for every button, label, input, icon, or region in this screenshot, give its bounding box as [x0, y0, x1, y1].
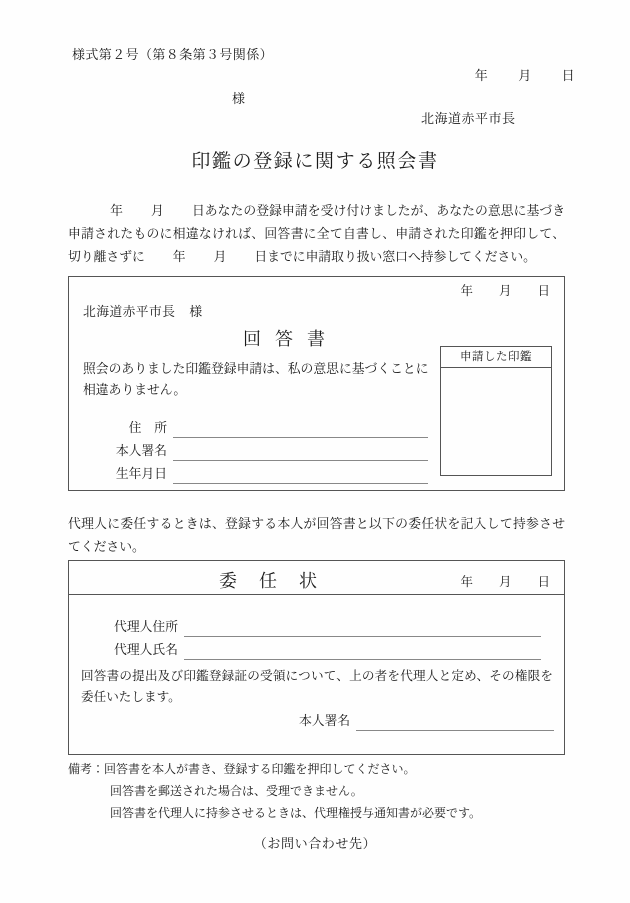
notes-section	[68, 758, 568, 824]
reply-date-month: 月	[498, 284, 512, 298]
header-date-year: 年	[474, 68, 489, 83]
intro-body-text: 日あなたの登録申請を受け付けましたが、あなたの意思に基づき申請されたものに相違なければ、回答書に全て自書し、申請された印鑑を押印して、切り離さずに	[68, 204, 566, 264]
field-input-agent-name[interactable]	[184, 640, 541, 660]
reply-date-year: 年	[460, 284, 473, 298]
proxy-form-box	[68, 560, 565, 755]
form-number: 様式第２号（第８条第３号関係）	[72, 47, 274, 62]
header-date-day: 日	[561, 68, 575, 83]
field-label-principal-signature: 本人署名	[299, 714, 351, 728]
proxy-date-day: 日	[537, 575, 550, 589]
reply-form-box	[68, 276, 565, 491]
field-input-agent-address[interactable]	[184, 617, 541, 637]
issuer-name: 北海道赤平市長	[421, 111, 516, 126]
note-line-3: 回答書を代理人に持参させるときは、代理権授与通知書が必要です。	[110, 806, 482, 820]
header-date-month: 月	[518, 68, 532, 83]
reply-addressee-name: 北海道赤平市長	[83, 305, 176, 319]
document-title: 印鑑の登録に関する照会書	[191, 151, 439, 172]
intro-date-year: 年	[110, 204, 123, 218]
field-label-agent-address: 代理人住所	[114, 620, 178, 634]
field-label-address: 住 所	[128, 421, 167, 435]
field-input-address[interactable]	[173, 418, 428, 438]
intro-paragraph	[68, 200, 565, 269]
reply-addressee	[83, 301, 203, 320]
proxy-field-group	[83, 614, 541, 660]
field-row-agent-name	[83, 637, 541, 660]
proxy-statement: 回答書の提出及び印鑑登録証の受領について、上の者を代理人と定め、その権限を委任いたします。	[81, 669, 553, 704]
reply-statement: 照会のありました印鑑登録申請は、私の意思に基づくことに相違ありません。	[83, 362, 429, 397]
field-label-signature: 本人署名	[115, 444, 167, 458]
field-input-birthdate[interactable]	[173, 464, 428, 484]
proxy-date-row	[460, 572, 550, 590]
field-label-agent-name: 代理人氏名	[114, 643, 178, 657]
field-row-principal-signature	[299, 711, 554, 731]
field-label-birthdate: 生年月日	[115, 467, 167, 481]
intro-deadline-month: 月	[213, 250, 227, 264]
field-input-signature[interactable]	[173, 441, 428, 461]
reply-date-row	[460, 281, 550, 299]
stamp-box	[440, 346, 552, 476]
reply-addressee-honorific: 様	[189, 305, 203, 319]
note-line-2: 回答書を郵送された場合は、受理できません。	[110, 784, 363, 798]
reply-field-group	[83, 415, 428, 484]
proxy-divider-line	[69, 594, 564, 595]
note-line-1: 備考：回答書を本人が書き、登録する印鑑を押印してください。	[68, 762, 416, 776]
stamp-impression-area[interactable]	[441, 368, 551, 476]
proxy-form-heading: 委任状	[219, 571, 339, 591]
field-row-birthdate	[83, 461, 428, 484]
proxy-date-year: 年	[460, 575, 473, 589]
contact-label: （お問い合わせ先）	[253, 836, 377, 851]
field-row-signature	[83, 438, 428, 461]
field-row-address	[83, 415, 428, 438]
field-input-principal-signature[interactable]	[356, 711, 554, 731]
field-row-agent-address	[83, 614, 541, 637]
reply-form-heading: 回答書	[243, 329, 339, 349]
proxy-date-month: 月	[498, 575, 512, 589]
intro-date-month: 月	[150, 204, 164, 218]
header-date-row	[475, 65, 575, 84]
stamp-box-label: 申請した印鑑	[441, 347, 551, 368]
intro-deadline-year: 年	[172, 250, 186, 264]
reply-date-day: 日	[537, 284, 550, 298]
proxy-instruction-paragraph: 代理人に委任するときは、登録する本人が回答書と以下の委任状を記入して持参させてください。	[68, 517, 566, 554]
intro-tail-text: 日までに申請取り扱い窓口へ持参してください。	[254, 250, 536, 264]
addressee-honorific: 様	[232, 91, 246, 106]
